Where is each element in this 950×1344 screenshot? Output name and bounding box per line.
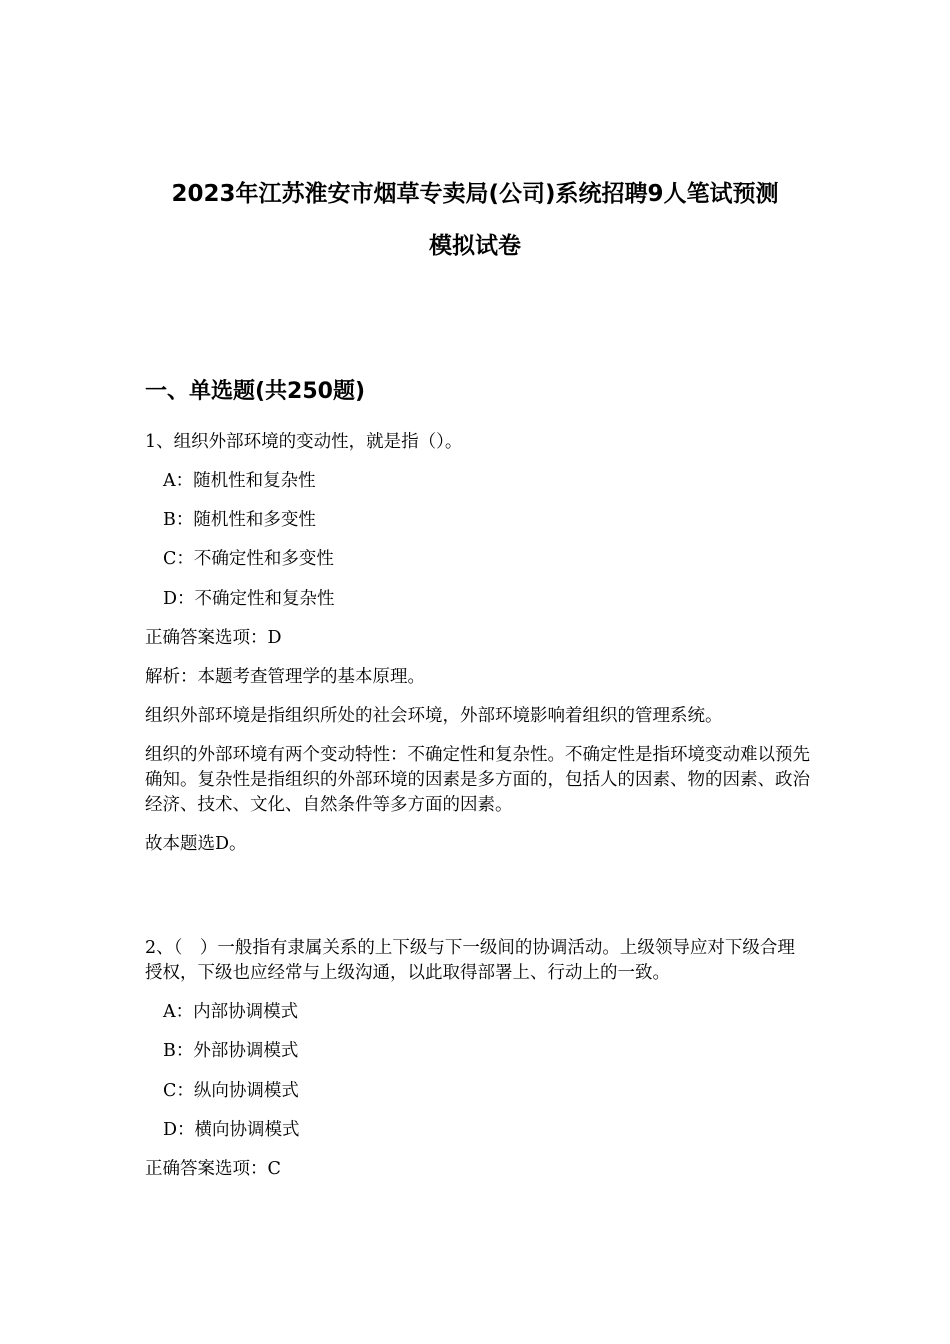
question-1-explanation-4: 故本题选D。 — [145, 834, 247, 854]
section-heading: 一、单选题(共250题) — [145, 379, 366, 404]
document-title-line-1: 2023年江苏淮安市烟草专卖局(公司)系统招聘9人笔试预测 — [171, 181, 779, 207]
document-title-line-2: 模拟试卷 — [429, 233, 521, 259]
question-1-explanation-1: 解析：本题考查管理学的基本原理。 — [145, 667, 425, 687]
question-1-explanation-3: 组织的外部环境有两个变动特性：不确定性和复杂性。不确定性是指环境变动难以预先确知。复杂性是指组织的外部环境的因素是多方面的，包括人的因素、物的因素、政治经济、技术、文化、自然条件等多方面的因素。 — [145, 745, 810, 815]
document-title — [120, 168, 830, 272]
question-2-answer: 正确答案选项：C — [145, 1159, 281, 1179]
question-1-explanation-2: 组织外部环境是指组织所处的社会环境，外部环境影响着组织的管理系统。 — [145, 706, 723, 726]
question-1-option-c: C：不确定性和多变性 — [163, 549, 334, 569]
question-1-option-b: B：随机性和多变性 — [163, 510, 316, 530]
question-2-option-d: D：横向协调模式 — [163, 1120, 300, 1140]
question-2-option-a: A：内部协调模式 — [163, 1002, 299, 1022]
question-1-option-a: A：随机性和复杂性 — [163, 471, 316, 491]
question-1-answer: 正确答案选项：D — [145, 628, 282, 648]
question-2-option-b: B：外部协调模式 — [163, 1041, 299, 1061]
question-1-option-d: D：不确定性和复杂性 — [163, 589, 335, 609]
question-2-option-c: C：纵向协调模式 — [163, 1081, 299, 1101]
question-2-text: 2、（ ）一般指有隶属关系的上下级与下一级间的协调活动。上级领导应对下级合理授权，下级也应经常与上级沟通，以此取得部署上、行动上的一致。 — [145, 938, 795, 983]
question-1-text: 1、组织外部环境的变动性，就是指（）。 — [145, 432, 463, 452]
